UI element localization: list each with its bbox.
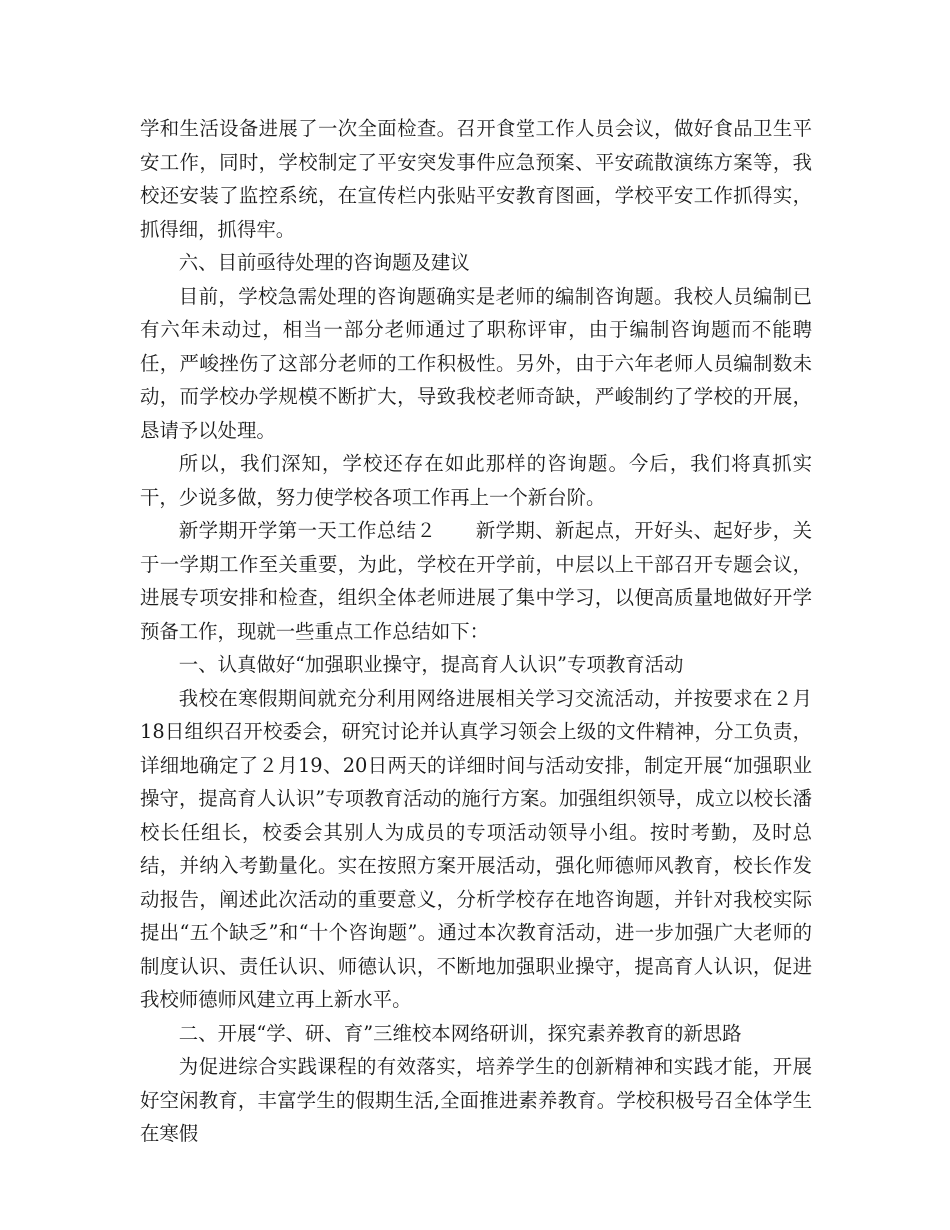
- document-body: [140, 112, 812, 1151]
- paragraph: 目前，学校急需处理的咨询题确实是老师的编制咨询题。我校人员编制已有六年未动过，相当一部分老师通过了职称评审，由于编制咨询题而不能聘任，严峻挫伤了这部分老师的工作积极性。另外，由于六年老师人员编制数未动，而学校办学规模不断扩大，导致我校老师奇缺，严峻制约了学校的开展，恳请予以处理。: [140, 284, 812, 442]
- paragraph: 我校在寒假期间就充分利用网络进展相关学习交流活动，并按要求在２月18日组织召开校委会，研究讨论并认真学习领会上级的文件精神，分工负责，详细地确定了２月19、20日两天的详细时间与活动安排，制定开展“加强职业操守，提高育人认识”专项教育活动的施行方案。加强组织领导，成立以校长潘校长任组长，校委会其别人为成员的专项活动领导小组。按时考勤，及时总结，并纳入考勤量化。实在按照方案开展活动，强化师德师风教育，校长作发动报告，阐述此次活动的重要意义，分析学校存在地咨询题，并针对我校实际提出“五个缺乏”和“十个咨询题”。通过本次教育活动，进一步加强广大老师的制度认识、责任认识、师德认识，不断地加强职业操守，提高育人认识，促进我校师德师风建立再上新水平。: [140, 686, 812, 1011]
- paragraph: 为促进综合实践课程的有效落实，培养学生的创新精神和实践才能，开展好空闲教育，丰富学生的假期生活,全面推进素养教育。学校积极号召全体学生在寒假: [140, 1055, 812, 1145]
- paragraph: 所以，我们深知，学校还存在如此那样的咨询题。今后，我们将真抓实干，少说多做，努力使学校各项工作再上一个新台阶。: [140, 452, 812, 509]
- section-heading-six: 六、目前亟待处理的咨询题及建议: [178, 251, 470, 274]
- section-heading-one: 一、认真做好“加强职业操守，提高育人认识”专项教育活动: [178, 653, 684, 676]
- paragraph-continuation: 学和生活设备进展了一次全面检查。召开食堂工作人员会议，做好食品卫生平安工作，同时，学校制定了平安突发事件应急预案、平安疏散演练方案等，我校还安装了监控系统，在宣传栏内张贴平安教育图画，学校平安工作抓得实，抓得细，抓得牢。: [140, 117, 812, 241]
- paragraph-summary-title: 新学期开学第一天工作总结２ 新学期、新起点，开好头、起好步，关于一学期工作至关重要，为此，学校在开学前，中层以上干部召开专题会议，进展专项安排和检查，组织全体老师进展了集中学习，以便高质量地做好开学预备工作，现就一些重点工作总结如下：: [140, 519, 812, 643]
- section-heading-two: 二、开展“学、研、育”三维校本网络研训，探究素养教育的新思路: [178, 1021, 742, 1045]
